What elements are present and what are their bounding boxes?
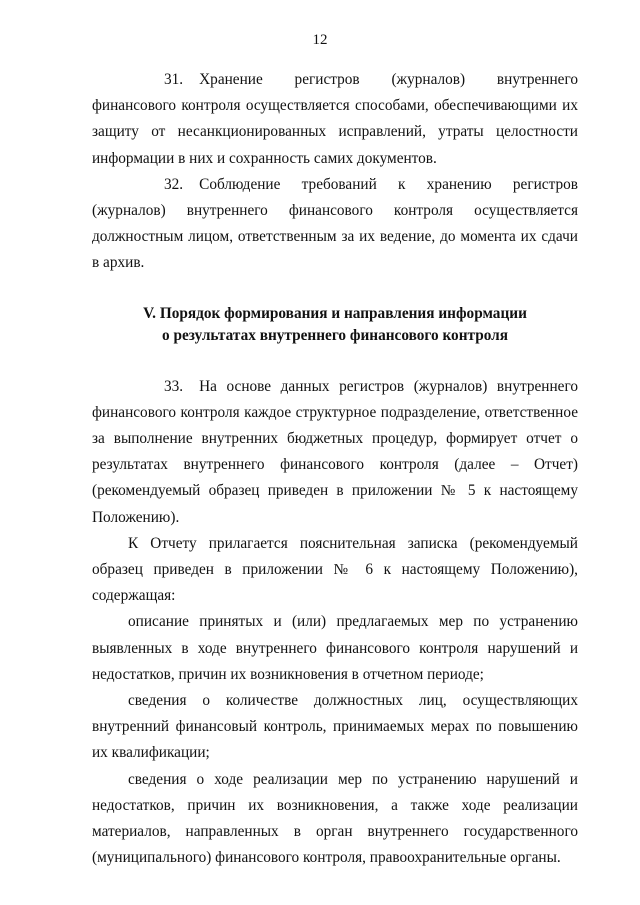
paragraph-number: 32. bbox=[164, 175, 184, 193]
section-heading-line-2: о результатах внутреннего финансового контроля bbox=[161, 326, 509, 344]
paragraph-31 bbox=[92, 67, 578, 172]
page-number: 12 bbox=[312, 32, 328, 48]
paragraph-33 bbox=[92, 374, 578, 531]
paragraph-text: Хранение регистров (журналов) внутреннего финансового контроля осуществляется способами, обеспечивающими их защиту от несанкционированных исправлений, утраты целостности информации в них и сохранность самих документов. bbox=[92, 71, 578, 167]
paragraph-implementation-info bbox=[92, 767, 578, 872]
document-body bbox=[92, 67, 578, 871]
paragraph-text: сведения о ходе реализации мер по устранению нарушений и недостатков, причин их возникновения, а также ходе реализации материалов, направленных в орган внутреннего государственного (муниципального) финансового контроля, правоохранительные органы. bbox=[92, 770, 578, 867]
paragraph-explanatory-note bbox=[92, 531, 578, 610]
paragraph-text: К Отчету прилагается пояснительная записка (рекомендуемый образец приведен в приложении № 6 к настоящему Положению), содержащая: bbox=[92, 534, 578, 605]
paragraph-number: 33. bbox=[164, 377, 184, 395]
paragraph-text: описание принятых и (или) предлагаемых мер по устранению выявленных в ходе внутреннего финансового контроля нарушений и недостатков, причин их возникновения в отчетном периоде; bbox=[92, 613, 578, 683]
paragraph-staff-info bbox=[92, 688, 578, 767]
section-heading bbox=[92, 303, 578, 347]
section-heading-line-1: V. Порядок формирования и направления информации bbox=[143, 304, 527, 322]
paragraph-number: 31. bbox=[164, 71, 184, 88]
paragraph-text: На основе данных регистров (журналов) внутреннего финансового контроля каждое структурное подразделение, ответственное за выполнение внутренних бюджетных процедур, формирует отчет о результатах внутреннего финансового контроля (далее – Отчет) (рекомендуемый образец приведен в приложении № 5 к настоящему Положению). bbox=[92, 377, 578, 526]
paragraph-text: Соблюдение требований к хранению регистров (журналов) внутреннего финансового контроля осуществляется должностным лицом, ответственным за их ведение, до момента их сдачи в архив. bbox=[92, 175, 578, 272]
paragraph-measures-description bbox=[92, 609, 578, 688]
paragraph-text: сведения о количестве должностных лиц, осуществляющих внутренний финансовый контроль, принимаемых мерах по повышению их квалификации; bbox=[92, 692, 578, 762]
paragraph-32 bbox=[92, 172, 578, 277]
